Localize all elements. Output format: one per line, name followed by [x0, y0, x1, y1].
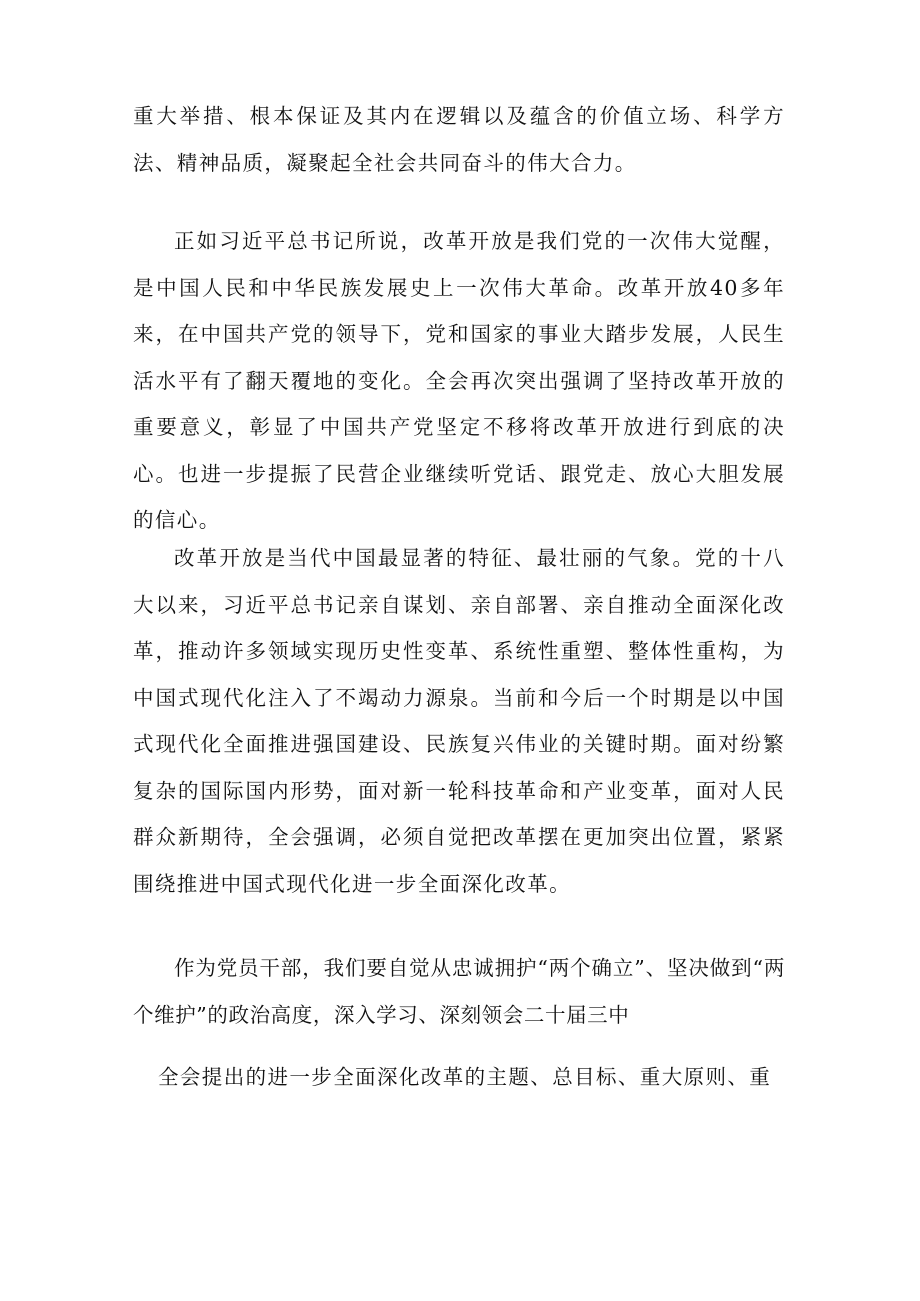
paragraph-continuation: 重大举措、根本保证及其内在逻辑以及蕴含的价值立场、科学方法、精神品质，凝聚起全社会共同奋斗的伟大合力。 — [133, 104, 785, 175]
paragraph-plenum-themes: 全会提出的进一步全面深化改革的主题、总目标、重大原则、重 — [158, 1065, 772, 1089]
paragraph-party-cadres: 作为党员干部，我们要自觉从忠诚拥护“两个确立”、坚决做到“两个维护”的政治高度，深入学习、深刻领会二十届三中 — [133, 956, 785, 1027]
paragraph-reform-features: 改革开放是当代中国最显著的特征、最壮丽的气象。党的十八大以来，习近平总书记亲自谋划、亲自部署、亲自推动全面深化改革，推动许多领域实现历史性变革、系统性重塑、整体性重构，为中国式现代化注入了不竭动力源泉。当前和今后一个时期是以中国式现代化全面推进强国建设、民族复兴伟业的关键时期。面对纷繁复杂的国际国内形势，面对新一轮科技革命和产业变革，面对人民群众新期待，全会强调，必须自觉把改革摆在更加突出位置，紧紧围绕推进中国式现代化进一步全面深化改革。 — [133, 546, 785, 896]
paragraph-reform-awakening: 正如习近平总书记所说，改革开放是我们党的一次伟大觉醒，是中国人民和中华民族发展史上一次伟大革命。改革开放40多年来，在中国共产党的领导下，党和国家的事业大踏步发展，人民生活水平有了翻天覆地的变化。全会再次突出强调了坚持改革开放的重要意义，彰显了中国共产党坚定不移将改革开放进行到底的决心。也进一步提振了民营企业继续听党话、跟党走、放心大胆发展的信心。 — [133, 229, 785, 532]
